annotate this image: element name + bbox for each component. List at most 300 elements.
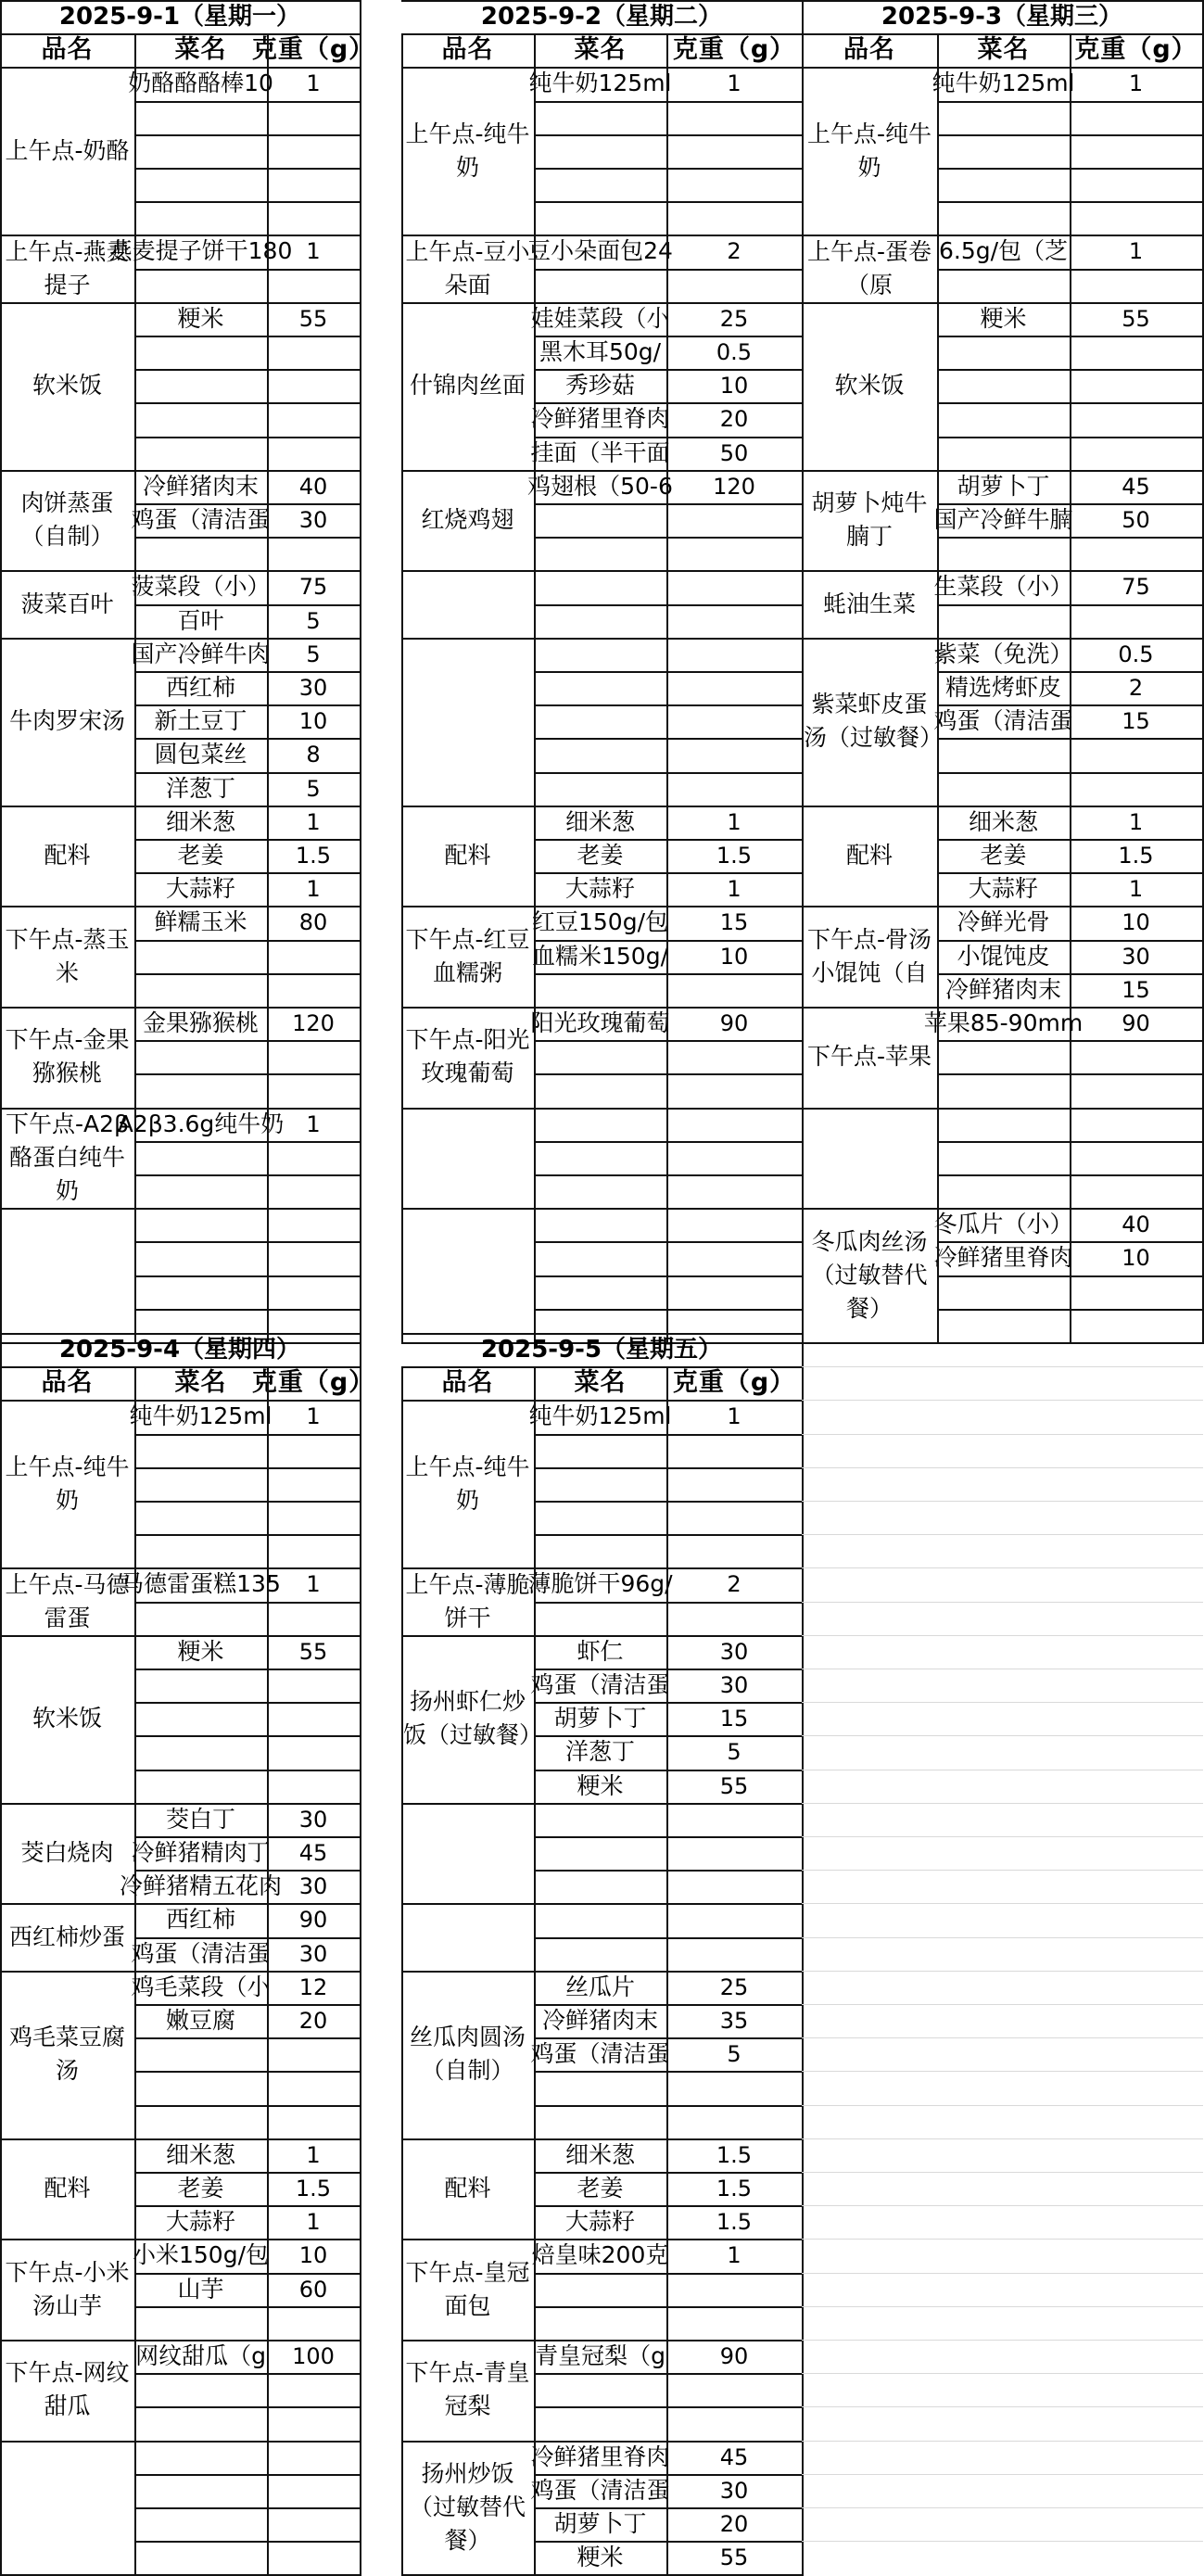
weight-cell: 120 (292, 1010, 335, 1037)
empty-grid-line (802, 2273, 1203, 2274)
weight-cell (267, 1669, 360, 1702)
weight-cell (666, 772, 802, 806)
dish-cell: 胡萝卜丁 (957, 472, 1050, 500)
dish-cell (937, 1275, 1070, 1309)
empty-grid-line (802, 2239, 1203, 2240)
weight-cell: 0.5 (716, 339, 753, 366)
weight-cell: 10 (298, 708, 328, 735)
weight-cell (267, 1702, 360, 1735)
weight-cell: 25 (719, 305, 749, 332)
grid-line (134, 671, 361, 673)
dish-cell: 小米150g/包 (133, 2241, 270, 2269)
weight-cell (666, 1040, 802, 1073)
grid-line (134, 1366, 136, 2574)
dish-cell (534, 704, 666, 738)
grid-line (534, 437, 804, 438)
weight-cell (666, 1174, 802, 1208)
grid-line (802, 1342, 1204, 1344)
dish-cell (534, 168, 666, 201)
dish-cell (134, 1141, 267, 1174)
dish-cell (134, 336, 267, 369)
dish-cell (937, 336, 1070, 369)
dish-cell (134, 1275, 267, 1309)
weight-cell: 1.5 (1118, 843, 1154, 869)
grid-line (134, 1669, 361, 1670)
grid-line (0, 33, 2, 1342)
category-cell: 下午点-青皇冠梨 (405, 2359, 530, 2420)
dish-cell: 大蒜籽 (564, 875, 635, 903)
dish-cell: 国产冷鲜牛腩 (933, 506, 1073, 534)
weight-cell: 55 (719, 1772, 749, 1799)
weight-cell: 1 (306, 1571, 321, 1598)
grid-line (134, 738, 361, 740)
weight-cell (666, 1803, 802, 1836)
header-category: 品名 (441, 35, 494, 65)
weight-cell: 30 (719, 2477, 749, 2504)
category-cell: 下午点-红豆血糯粥 (405, 925, 530, 986)
dish-cell: 冷鲜猪里脊肉 (530, 405, 670, 433)
grid-line (134, 1309, 361, 1311)
weight-cell (267, 2441, 360, 2474)
grid-line (534, 1669, 804, 1670)
weight-cell: 20 (719, 2511, 749, 2538)
dish-cell: 冷鲜猪精五花肉 (120, 1872, 283, 1900)
weight-cell (267, 168, 360, 201)
dish-cell: 鸡蛋（清洁蛋 (933, 707, 1073, 735)
category-cell: 上午点-纯牛奶 (5, 1453, 130, 1514)
grid-line (134, 1434, 361, 1436)
header-weight: 克重（g） (251, 1368, 375, 1398)
empty-grid-line (802, 2406, 1203, 2407)
dish-cell: 冷鲜猪里脊肉 (530, 2443, 670, 2470)
weight-cell (267, 201, 360, 235)
dish-cell (134, 2541, 267, 2574)
weight-cell (666, 503, 802, 537)
grid-line (134, 1275, 361, 1277)
weight-cell: 1 (727, 876, 741, 903)
weight-cell (1070, 369, 1202, 402)
dish-cell: 纯牛奶125ml (932, 70, 1075, 97)
grid-line (360, 1333, 361, 2576)
grid-line (267, 33, 269, 1342)
dish-cell (134, 1174, 267, 1208)
grid-line (534, 1836, 804, 1838)
weight-cell (1070, 134, 1202, 168)
empty-grid-line (802, 2441, 1203, 2442)
grid-line (534, 1602, 804, 1604)
category-cell: 上午点-纯牛奶 (405, 120, 530, 181)
dish-cell: 鸡翅根（50-6 (527, 472, 673, 500)
weight-cell (267, 1501, 360, 1534)
weight-cell: 1 (306, 238, 321, 265)
dish-cell: 细米葱 (165, 807, 235, 835)
dish-cell: 网纹甜瓜（g (135, 2342, 266, 2370)
weight-cell: 100 (292, 2343, 335, 2370)
grid-line (534, 872, 804, 874)
dish-cell (534, 1903, 666, 1936)
grid-line (134, 940, 361, 942)
grid-line (134, 101, 361, 103)
weight-cell: 1 (1128, 238, 1144, 265)
grid-line (134, 1174, 361, 1176)
dish-cell (937, 402, 1070, 436)
category-cell (0, 2441, 134, 2575)
dish-cell: 秀珍菇 (564, 372, 635, 400)
weight-cell (1070, 772, 1202, 806)
weight-cell (267, 1735, 360, 1769)
grid-line (0, 0, 2, 33)
grid-line (534, 2373, 804, 2375)
dish-cell: 老姜 (577, 842, 624, 869)
grid-line (134, 402, 361, 404)
grid-line (134, 437, 361, 438)
category-cell: 鸡毛菜豆腐汤 (8, 2024, 125, 2085)
weight-cell (1070, 604, 1202, 638)
grid-line (0, 33, 361, 35)
category-cell: 西红柿炒蛋 (8, 1922, 125, 1950)
dish-cell: 粳米 (980, 304, 1027, 332)
header-dish: 菜名 (977, 35, 1030, 65)
category-cell: 软米饭 (32, 372, 102, 400)
dish-cell: 冷鲜猪肉末 (944, 975, 1061, 1003)
weight-cell: 1 (306, 70, 321, 97)
grid-line (534, 101, 804, 103)
weight-cell: 20 (298, 2008, 328, 2035)
weight-cell (267, 134, 360, 168)
dish-cell: 胡萝卜丁 (553, 2510, 647, 2538)
weight-cell (267, 402, 360, 436)
empty-grid-line (802, 2474, 1203, 2475)
dish-cell (937, 772, 1070, 806)
dish-cell (534, 570, 666, 603)
empty-grid-line (802, 1635, 1203, 1636)
weight-cell: 5 (727, 2041, 741, 2068)
category-cell: 上午点-蛋卷（原 (806, 237, 932, 298)
weight-cell (666, 1241, 802, 1275)
grid-line (534, 2037, 804, 2039)
weight-cell: 15 (719, 909, 749, 936)
dish-cell: 大蒜籽 (564, 2208, 635, 2236)
dish-cell (134, 2071, 267, 2104)
dish-cell (534, 1141, 666, 1174)
weight-cell (666, 1903, 802, 1936)
weight-cell (267, 1602, 360, 1635)
dish-cell: 老姜 (980, 842, 1027, 869)
weight-cell: 1 (727, 2242, 741, 2269)
grid-line (534, 1241, 804, 1243)
category-cell: 下午点-A2β酪蛋白纯牛奶 (6, 1110, 129, 1204)
weight-cell: 2 (727, 1571, 741, 1598)
dish-cell: 粳米 (577, 2544, 624, 2571)
grid-line (534, 2105, 804, 2107)
weight-cell: 45 (1122, 473, 1150, 500)
grid-line (134, 704, 361, 706)
category-cell: 什锦肉丝面 (409, 372, 526, 400)
weight-cell (1070, 1141, 1202, 1174)
weight-cell (267, 437, 360, 470)
grid-line (1070, 33, 1071, 1342)
empty-grid-line (802, 1501, 1203, 1502)
weight-cell: 10 (1122, 1245, 1150, 1272)
dish-cell: 粳米 (177, 304, 224, 332)
dish-cell: 新土豆丁 (154, 707, 247, 735)
weight-cell: 1 (727, 70, 741, 97)
grid-line (534, 2306, 804, 2308)
dish-cell (134, 134, 267, 168)
weight-cell (666, 1467, 802, 1501)
category-cell: 菠菜百叶 (20, 590, 114, 617)
grid-line (534, 2541, 804, 2543)
dish-cell: 鸡蛋（清洁蛋 (131, 1939, 271, 1967)
empty-grid-line (802, 1735, 1203, 1736)
category-cell (401, 1903, 534, 1970)
grid-line (534, 1141, 804, 1143)
empty-grid-line (802, 1400, 1203, 1401)
grid-line (534, 604, 804, 606)
dish-cell (534, 2406, 666, 2440)
header-weight: 克重（g） (672, 35, 796, 65)
category-cell: 配料 (44, 842, 91, 869)
weight-cell (666, 570, 802, 603)
dish-cell: 鸡毛菜段（小 (131, 1973, 271, 2000)
grid-line (134, 872, 361, 874)
dish-cell (134, 973, 267, 1007)
weight-cell: 5 (306, 607, 321, 634)
category-cell: 下午点-网纹甜瓜 (5, 2359, 130, 2420)
empty-grid-line (802, 1836, 1203, 1837)
dish-cell (937, 101, 1070, 134)
dish-cell (534, 2373, 666, 2406)
grid-line (134, 1534, 361, 1536)
weight-cell (666, 134, 802, 168)
dish-cell (134, 2474, 267, 2507)
weight-cell (1070, 101, 1202, 134)
grid-line (534, 1073, 804, 1075)
weight-cell (666, 537, 802, 570)
dish-cell (134, 1702, 267, 1735)
empty-grid-line (802, 1602, 1203, 1603)
grid-line (134, 772, 361, 774)
weight-cell: 1.5 (295, 843, 332, 869)
dish-cell: 西红柿 (165, 1906, 235, 1934)
weight-cell: 55 (719, 2544, 749, 2571)
grid-line (534, 2273, 804, 2275)
grid-line (134, 2541, 361, 2543)
dish-cell: 冷鲜猪精肉丁 (131, 1839, 271, 1867)
dish-cell (534, 537, 666, 570)
weight-cell: 90 (719, 1010, 749, 1037)
dish-cell: 纯牛奶125ml (129, 1402, 272, 1430)
empty-grid-line (802, 1870, 1203, 1871)
grid-line (134, 1467, 361, 1469)
grid-line (534, 1040, 804, 1042)
dish-cell (534, 1174, 666, 1208)
grid-line (134, 1141, 361, 1143)
category-cell: 配料 (44, 2175, 91, 2202)
weight-cell: 55 (298, 305, 328, 332)
grid-line (534, 2004, 804, 2006)
weight-cell: 15 (719, 1706, 749, 1732)
empty-grid-line (802, 2541, 1203, 2542)
dish-cell: 黑木耳50g/ (539, 338, 662, 366)
day-date-title: 2025-9-3（星期三） (881, 3, 1123, 32)
dish-cell (534, 134, 666, 168)
dish-cell (534, 671, 666, 704)
dish-cell: 奶酪酪酪棒10 (128, 70, 273, 97)
grid-line (534, 671, 804, 673)
category-cell: 下午点-金果猕猴桃 (5, 1026, 130, 1087)
grid-line (134, 2306, 361, 2308)
grid-line (134, 2507, 361, 2509)
dish-cell (937, 134, 1070, 168)
weight-cell (267, 1275, 360, 1309)
empty-grid-line (802, 1366, 1203, 1367)
dish-cell: 虾仁 (577, 1637, 624, 1665)
category-cell: 茭白烧肉 (20, 1839, 114, 1867)
dish-cell (534, 1073, 666, 1107)
grid-line (534, 369, 804, 371)
weight-cell: 1.5 (716, 2141, 753, 2168)
category-cell: 扬州虾仁炒饭（过敏餐） (403, 1688, 543, 1749)
day-date-title: 2025-9-4（星期四） (58, 1336, 301, 1364)
category-cell: 上午点-马德雷蛋 (5, 1570, 130, 1631)
dish-cell (534, 1803, 666, 1836)
dish-cell: 老姜 (577, 2175, 624, 2202)
dish-cell (534, 1937, 666, 1971)
dish-cell (534, 1108, 666, 1141)
grid-line (534, 1534, 804, 1536)
empty-grid-line (802, 2138, 1203, 2139)
weight-cell: 2 (1128, 675, 1144, 702)
dish-cell (534, 2071, 666, 2104)
dish-cell: 薄脆饼干96g/ (527, 1570, 673, 1598)
dish-cell: 细米葱 (564, 807, 635, 835)
empty-grid-line (802, 1434, 1203, 1435)
weight-cell (267, 2474, 360, 2507)
grid-line (937, 33, 939, 1342)
weight-cell: 1 (306, 808, 321, 835)
grid-line (534, 1937, 804, 1939)
empty-grid-line (802, 1971, 1203, 1972)
dish-cell (134, 1467, 267, 1501)
weight-cell (267, 2071, 360, 2104)
weight-cell: 75 (1122, 574, 1150, 601)
grid-line (534, 168, 804, 170)
weight-cell (666, 1534, 802, 1567)
weight-cell (666, 2373, 802, 2406)
dish-cell (534, 2105, 666, 2138)
weight-cell (666, 1501, 802, 1534)
dish-cell: 胡萝卜丁 (553, 1705, 647, 1732)
category-cell: 丝瓜肉圆汤（自制） (409, 2024, 526, 2085)
weight-cell (1070, 1040, 1202, 1073)
grid-line (401, 33, 403, 1342)
dish-cell: 苹果85-90mm (923, 1009, 1084, 1037)
category-cell (802, 1108, 937, 1209)
grid-line (0, 1366, 361, 1368)
header-dish: 菜名 (174, 1368, 227, 1398)
grid-line (534, 33, 536, 1342)
weight-cell (267, 1770, 360, 1803)
weight-cell: 30 (298, 507, 328, 534)
empty-grid-line (802, 2071, 1203, 2072)
grid-line (534, 704, 804, 706)
grid-line (534, 2172, 804, 2174)
grid-line (134, 2273, 361, 2275)
grid-line (401, 1366, 403, 2574)
dish-cell (134, 2406, 267, 2440)
weight-cell: 1 (306, 1110, 321, 1137)
dish-cell (134, 1241, 267, 1275)
dish-cell: 圆包菜丝 (154, 741, 247, 768)
grid-line (401, 1333, 804, 1335)
dish-cell (937, 738, 1070, 771)
empty-grid-line (802, 1903, 1203, 1904)
dish-cell (134, 537, 267, 570)
weight-cell (267, 1208, 360, 1241)
grid-line (134, 1770, 361, 1771)
weight-cell: 45 (719, 2443, 749, 2470)
grid-line (666, 1366, 668, 2574)
dish-cell (134, 402, 267, 436)
dish-cell: 燕麦提子饼干180 (108, 237, 293, 265)
weight-cell (1070, 1309, 1202, 1342)
grid-line (534, 134, 804, 136)
category-cell: 上午点-纯牛奶 (405, 1453, 530, 1514)
category-cell (401, 1108, 534, 1209)
grid-line (134, 2172, 361, 2174)
weight-cell: 60 (298, 2276, 328, 2303)
header-weight: 克重（g） (1074, 35, 1198, 65)
dish-cell (937, 1108, 1070, 1141)
weight-cell: 1 (1128, 876, 1144, 903)
weight-cell: 5 (306, 641, 321, 667)
grid-line (534, 738, 804, 740)
grid-line (134, 2071, 361, 2073)
dish-cell: 冬瓜片（小） (933, 1211, 1073, 1238)
dish-cell: 大蒜籽 (165, 2208, 235, 2236)
weight-cell: 30 (719, 1638, 749, 1665)
category-cell (0, 1208, 134, 1342)
grid-line (534, 1770, 804, 1771)
weight-cell (267, 101, 360, 134)
dish-cell (937, 1309, 1070, 1342)
dish-cell (134, 2373, 267, 2406)
dish-cell (937, 1073, 1070, 1107)
header-dish: 菜名 (174, 35, 227, 65)
grid-line (534, 2406, 804, 2408)
dish-cell (134, 369, 267, 402)
dish-cell: 鸡蛋（清洁蛋 (131, 506, 271, 534)
weight-cell (1070, 402, 1202, 436)
weight-cell (666, 1602, 802, 1635)
dish-cell: 鸡蛋（清洁蛋 (530, 1671, 670, 1699)
weight-cell: 15 (1122, 708, 1150, 735)
dish-cell (134, 2441, 267, 2474)
dish-cell (534, 201, 666, 235)
category-cell: 下午点-阳光玫瑰葡萄 (405, 1026, 530, 1087)
weight-cell (666, 1275, 802, 1309)
grid-line (134, 1735, 361, 1737)
dish-cell (534, 2273, 666, 2306)
dish-cell (134, 2037, 267, 2071)
category-cell: 下午点-皇冠面包 (405, 2258, 530, 2319)
weight-cell (666, 671, 802, 704)
grid-line (534, 839, 804, 841)
dish-cell (534, 772, 666, 806)
empty-grid-line (802, 1567, 1203, 1568)
empty-grid-line (802, 1937, 1203, 1938)
